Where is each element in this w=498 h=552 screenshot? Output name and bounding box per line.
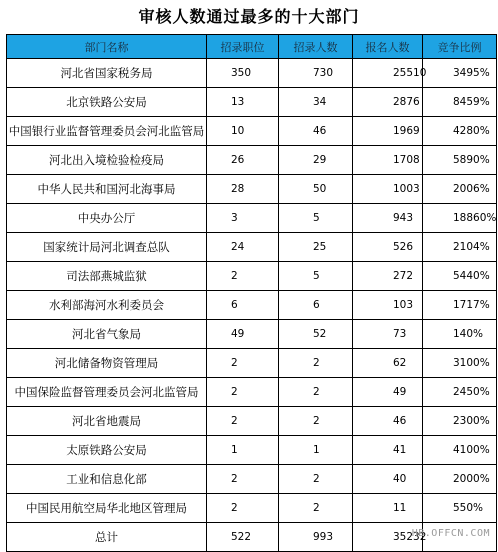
cell-ratio: 550%	[423, 494, 497, 523]
cell-ratio: 2450%	[423, 378, 497, 407]
cell-department: 太原铁路公安局	[7, 436, 207, 465]
page-title: 审核人数通过最多的十大部门	[138, 7, 360, 26]
cell-recruits: 730	[279, 59, 353, 88]
cell-positions: 2	[207, 407, 279, 436]
cell-department: 中央办公厅	[7, 204, 207, 233]
table-row	[7, 117, 497, 146]
cell-recruits: 46	[279, 117, 353, 146]
cell-applicants: 1969	[353, 117, 423, 146]
cell-department: 中国银行业监督管理委员会河北监管局	[7, 117, 207, 146]
cell-positions: 10	[207, 117, 279, 146]
table-row	[7, 494, 497, 523]
cell-ratio: 3100%	[423, 349, 497, 378]
department-table	[6, 34, 497, 552]
cell-ratio: 5440%	[423, 262, 497, 291]
cell-recruits: 25	[279, 233, 353, 262]
table-row	[7, 262, 497, 291]
cell-applicants: 25510	[353, 59, 423, 88]
cell-positions: 2	[207, 262, 279, 291]
cell-recruits: 50	[279, 175, 353, 204]
cell-recruits: 993	[279, 523, 353, 552]
table-row	[7, 465, 497, 494]
cell-positions: 49	[207, 320, 279, 349]
cell-department: 司法部燕城监狱	[7, 262, 207, 291]
cell-positions: 350	[207, 59, 279, 88]
cell-department: 国家统计局河北调查总队	[7, 233, 207, 262]
cell-recruits: 34	[279, 88, 353, 117]
cell-ratio: 2104%	[423, 233, 497, 262]
table-row	[7, 407, 497, 436]
cell-ratio: 4280%	[423, 117, 497, 146]
table-row	[7, 175, 497, 204]
cell-positions: 522	[207, 523, 279, 552]
cell-recruits: 29	[279, 146, 353, 175]
table-row	[7, 378, 497, 407]
cell-applicants: 62	[353, 349, 423, 378]
cell-recruits: 2	[279, 407, 353, 436]
cell-recruits: 5	[279, 204, 353, 233]
cell-department: 中华人民共和国河北海事局	[7, 175, 207, 204]
column-header-applicants: 报名人数	[353, 35, 423, 59]
cell-applicants: 11	[353, 494, 423, 523]
cell-department: 河北省地震局	[7, 407, 207, 436]
cell-department: 工业和信息化部	[7, 465, 207, 494]
table-header-row	[7, 35, 497, 59]
cell-applicants: 272	[353, 262, 423, 291]
cell-positions: 2	[207, 378, 279, 407]
table-row	[7, 146, 497, 175]
cell-ratio: 3495%	[423, 59, 497, 88]
cell-applicants: 1708	[353, 146, 423, 175]
cell-ratio: 2000%	[423, 465, 497, 494]
cell-recruits: 2	[279, 465, 353, 494]
watermark: HB.OFFCN.COM	[411, 528, 490, 539]
cell-positions: 13	[207, 88, 279, 117]
cell-recruits: 6	[279, 291, 353, 320]
table-row	[7, 291, 497, 320]
cell-positions: 2	[207, 494, 279, 523]
cell-positions: 28	[207, 175, 279, 204]
cell-ratio: 1717%	[423, 291, 497, 320]
cell-applicants: 103	[353, 291, 423, 320]
cell-applicants: 46	[353, 407, 423, 436]
cell-positions: 26	[207, 146, 279, 175]
cell-ratio: 4100%	[423, 436, 497, 465]
cell-department: 河北出入境检验检疫局	[7, 146, 207, 175]
cell-ratio: 8459%	[423, 88, 497, 117]
table-row	[7, 233, 497, 262]
cell-department: 河北省国家税务局	[7, 59, 207, 88]
cell-positions: 3	[207, 204, 279, 233]
cell-applicants: 943	[353, 204, 423, 233]
cell-applicants: 41	[353, 436, 423, 465]
cell-applicants: 526	[353, 233, 423, 262]
cell-positions: 24	[207, 233, 279, 262]
cell-recruits: 2	[279, 494, 353, 523]
cell-recruits: 2	[279, 349, 353, 378]
cell-recruits: 1	[279, 436, 353, 465]
cell-recruits: 5	[279, 262, 353, 291]
column-header-ratio: 竞争比例	[423, 35, 497, 59]
cell-recruits: 2	[279, 378, 353, 407]
cell-ratio: 5890%	[423, 146, 497, 175]
cell-department: 中国保险监督管理委员会河北监管局	[7, 378, 207, 407]
cell-department: 水利部海河水利委员会	[7, 291, 207, 320]
cell-applicants: 35232	[353, 523, 423, 552]
cell-department: 北京铁路公安局	[7, 88, 207, 117]
cell-applicants: 1003	[353, 175, 423, 204]
cell-ratio: 18860%	[423, 204, 497, 233]
column-header-positions: 招录职位	[207, 35, 279, 59]
table-row	[7, 88, 497, 117]
table-row	[7, 204, 497, 233]
table-row	[7, 320, 497, 349]
table-row	[7, 436, 497, 465]
column-header-recruits: 招录人数	[279, 35, 353, 59]
cell-department: 总计	[7, 523, 207, 552]
table-row	[7, 59, 497, 88]
cell-positions: 1	[207, 436, 279, 465]
table-row	[7, 349, 497, 378]
cell-department: 中国民用航空局华北地区管理局	[7, 494, 207, 523]
cell-department: 河北省气象局	[7, 320, 207, 349]
cell-ratio: 140%	[423, 320, 497, 349]
cell-applicants: 40	[353, 465, 423, 494]
cell-ratio: 2300%	[423, 407, 497, 436]
cell-department: 河北储备物资管理局	[7, 349, 207, 378]
column-header-department: 部门名称	[7, 35, 207, 59]
cell-positions: 2	[207, 465, 279, 494]
cell-ratio: 2006%	[423, 175, 497, 204]
cell-positions: 6	[207, 291, 279, 320]
cell-applicants: 49	[353, 378, 423, 407]
cell-recruits: 52	[279, 320, 353, 349]
cell-applicants: 73	[353, 320, 423, 349]
cell-applicants: 2876	[353, 88, 423, 117]
cell-positions: 2	[207, 349, 279, 378]
